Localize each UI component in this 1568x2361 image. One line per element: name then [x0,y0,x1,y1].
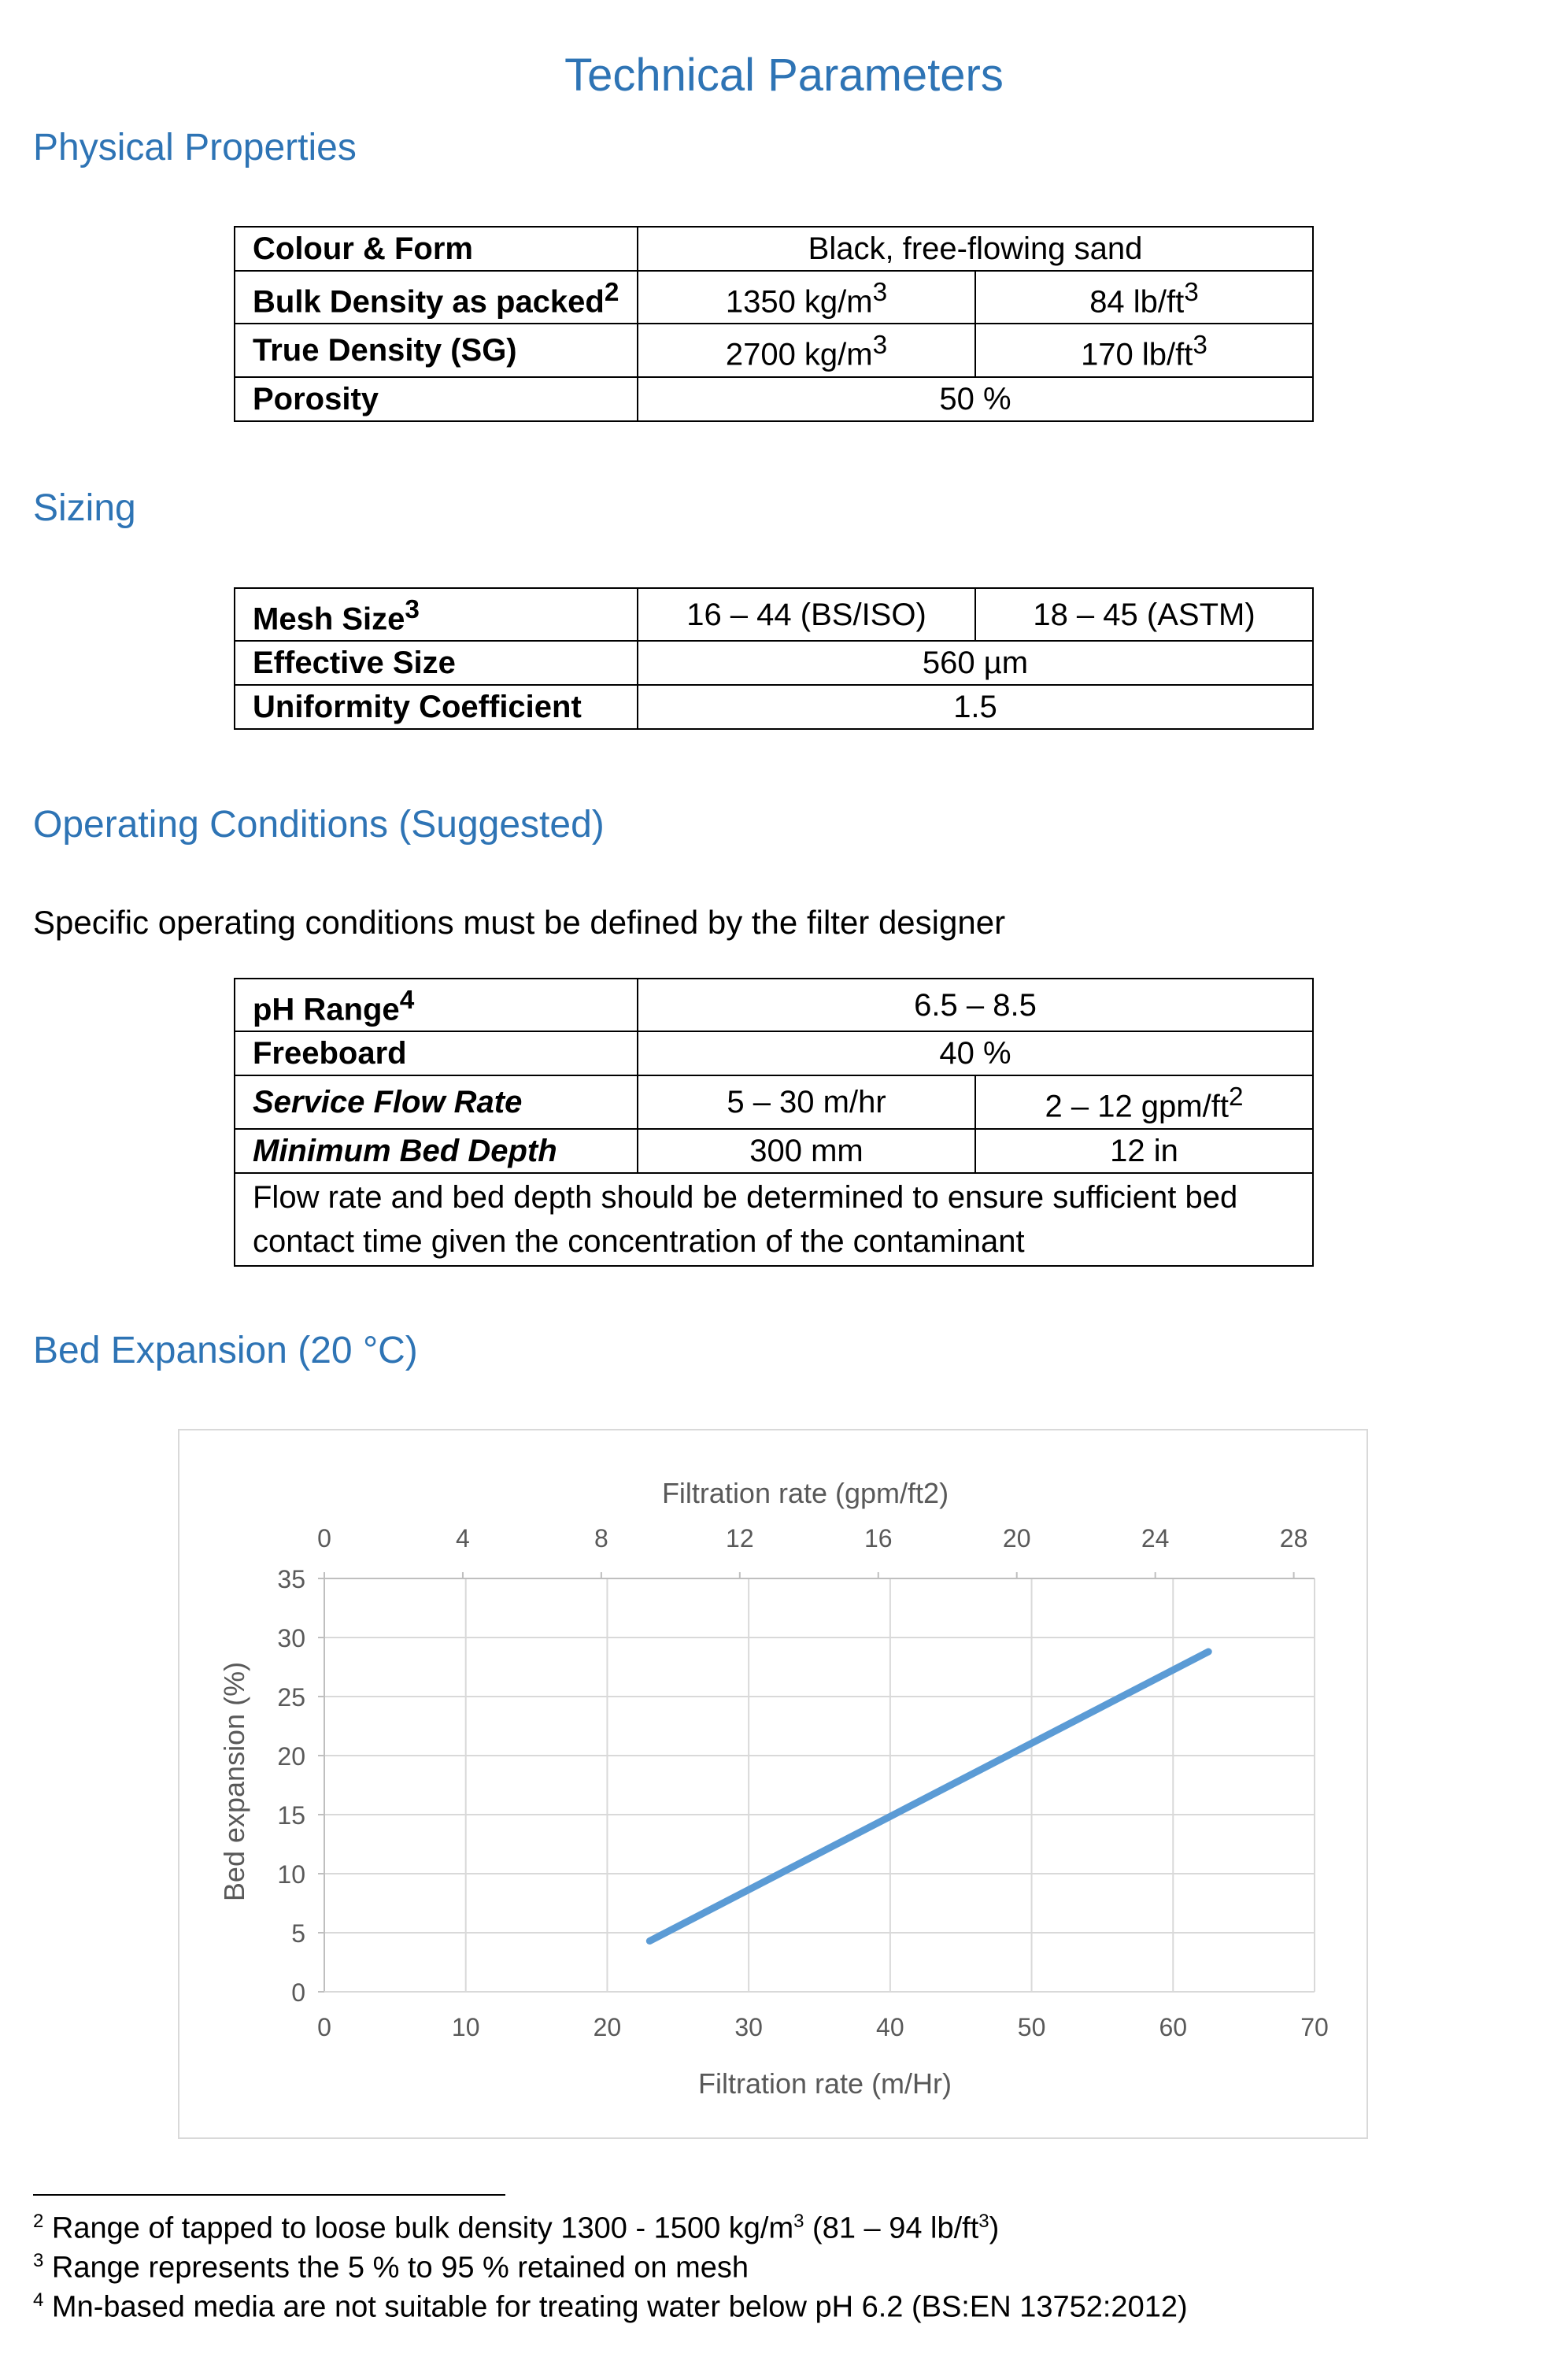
ph-range-label: pH Range$^4$ [235,979,638,1031]
chart-y-tick-label: 25 [277,1683,305,1712]
section-sizing: Sizing [33,487,136,529]
chart-x2-tick-label: 0 [317,1524,331,1552]
chart-x-tick-label: 30 [734,2013,763,2041]
mesh-size-label: Mesh Size$^3$ [235,588,638,641]
chart-x-tick-label: 20 [593,2013,622,2041]
chart-y-tick-label: 35 [277,1565,305,1593]
table-row [235,588,1313,641]
effective-size-label: Effective Size [235,641,638,685]
chart-x2-tick-label: 4 [456,1524,470,1552]
chart-x-tick-label: 50 [1017,2013,1046,2041]
service-flow-imperial: 2 – 12 gpm/$ft^2$ [975,1075,1313,1128]
mesh-size-bs: 16 – 44 (BS/ISO) [638,588,975,641]
table-row [235,271,1313,324]
effective-size-value: 560 µm [638,641,1313,685]
uniformity-value: 1.5 [638,685,1313,729]
ph-range-value: 6.5 – 8.5 [638,979,1313,1031]
chart-x-tick-label: 10 [451,2013,480,2041]
table-row [235,377,1313,421]
chart-x2-tick-label: 24 [1141,1524,1170,1552]
colour-label: Colour & Form [235,227,638,271]
footnote-3: $^3$ Range represents the 5 % to 95 % retained on mesh [33,2250,749,2285]
bulk-density-imperial: 84 $lb/ft^3$ [975,271,1313,324]
section-operating-conditions: Operating Conditions (Suggested) [33,804,605,846]
chart-x2-tick-label: 16 [864,1524,893,1552]
section-physical-properties: Physical Properties [33,127,357,168]
section-bed-expansion: Bed Expansion (20 °C) [33,1330,418,1371]
freeboard-label: Freeboard [235,1031,638,1075]
chart-x-tick-label: 40 [876,2013,904,2041]
sizing-table [234,587,1314,730]
bulk-density-label: Bulk Density as packed$^2$ [235,271,638,324]
table-row [235,1031,1313,1075]
chart-svg [179,1430,1366,2137]
chart-x2-axis-title: Filtration rate (gpm/ft2) [661,1477,949,1509]
chart-series-line [649,1652,1208,1941]
chart-y-tick-label: 20 [277,1742,305,1771]
operating-note: Specific operating conditions must be defined by the filter designer [33,904,1006,941]
mesh-size-astm: 18 – 45 (ASTM) [975,588,1313,641]
chart-y-tick-label: 5 [291,1919,305,1948]
uniformity-label: Uniformity Coefficient [235,685,638,729]
chart-x-tick-label: 0 [317,2013,331,2041]
chart-y-tick-label: 10 [277,1860,305,1889]
bed-expansion-chart [178,1429,1368,2139]
true-density-metric: 2700 $kg/m^3$ [638,324,975,376]
chart-y-axis-title: Bed expansion (%) [218,1661,250,1902]
service-flow-label: Service Flow Rate [235,1075,638,1128]
table-row [235,641,1313,685]
porosity-label: Porosity [235,377,638,421]
min-bed-depth-imperial: 12 in [975,1129,1313,1173]
min-bed-depth-metric: 300 mm [638,1129,975,1173]
chart-x2-tick-label: 8 [594,1524,608,1552]
table-row [235,685,1313,729]
chart-x2-tick-label: 12 [726,1524,754,1552]
chart-x-tick-label: 70 [1300,2013,1329,2041]
table-row [235,227,1313,271]
true-density-label: True Density (SG) [235,324,638,376]
table-row [235,1129,1313,1173]
true-density-imperial: 170 $lb/ft^3$ [975,324,1313,376]
colour-value: Black, free-flowing sand [638,227,1313,271]
operating-conditions-table [234,978,1314,1267]
porosity-value: 50 % [638,377,1313,421]
service-flow-metric: 5 – 30 m/hr [638,1075,975,1128]
table-row [235,1075,1313,1128]
table-row [235,324,1313,376]
chart-x-tick-label: 60 [1159,2013,1188,2041]
chart-x-axis-title: Filtration rate (m/Hr) [697,2067,952,2100]
bulk-density-metric: 1350 $kg/m^3$ [638,271,975,324]
footnote-divider [33,2194,505,2196]
footnote-4: $^4$ Mn-based media are not suitable for treating water below pH 6.2 (BS:EN 13752:2012) [33,2289,1188,2324]
flow-rate-note: Flow rate and bed depth should be determined to ensure sufficient bed contact time given the concentration of the contaminant [235,1173,1313,1266]
chart-y-tick-label: 30 [277,1624,305,1652]
freeboard-value: 40 % [638,1031,1313,1075]
chart-y-tick-label: 15 [277,1801,305,1830]
chart-y-tick-label: 0 [291,1978,305,2007]
page-title: Technical Parameters [564,50,1004,101]
chart-x2-tick-label: 28 [1279,1524,1308,1552]
physical-properties-table [234,226,1314,422]
table-row [235,979,1313,1031]
min-bed-depth-label: Minimum Bed Depth [235,1129,638,1173]
chart-x2-tick-label: 20 [1002,1524,1031,1552]
table-row [235,1173,1313,1266]
footnote-2: $^2$ Range of tapped to loose bulk density 1300 - 1500 $kg/m^3$ (81 – 94 $lb/ft^3$) [33,2211,1000,2245]
